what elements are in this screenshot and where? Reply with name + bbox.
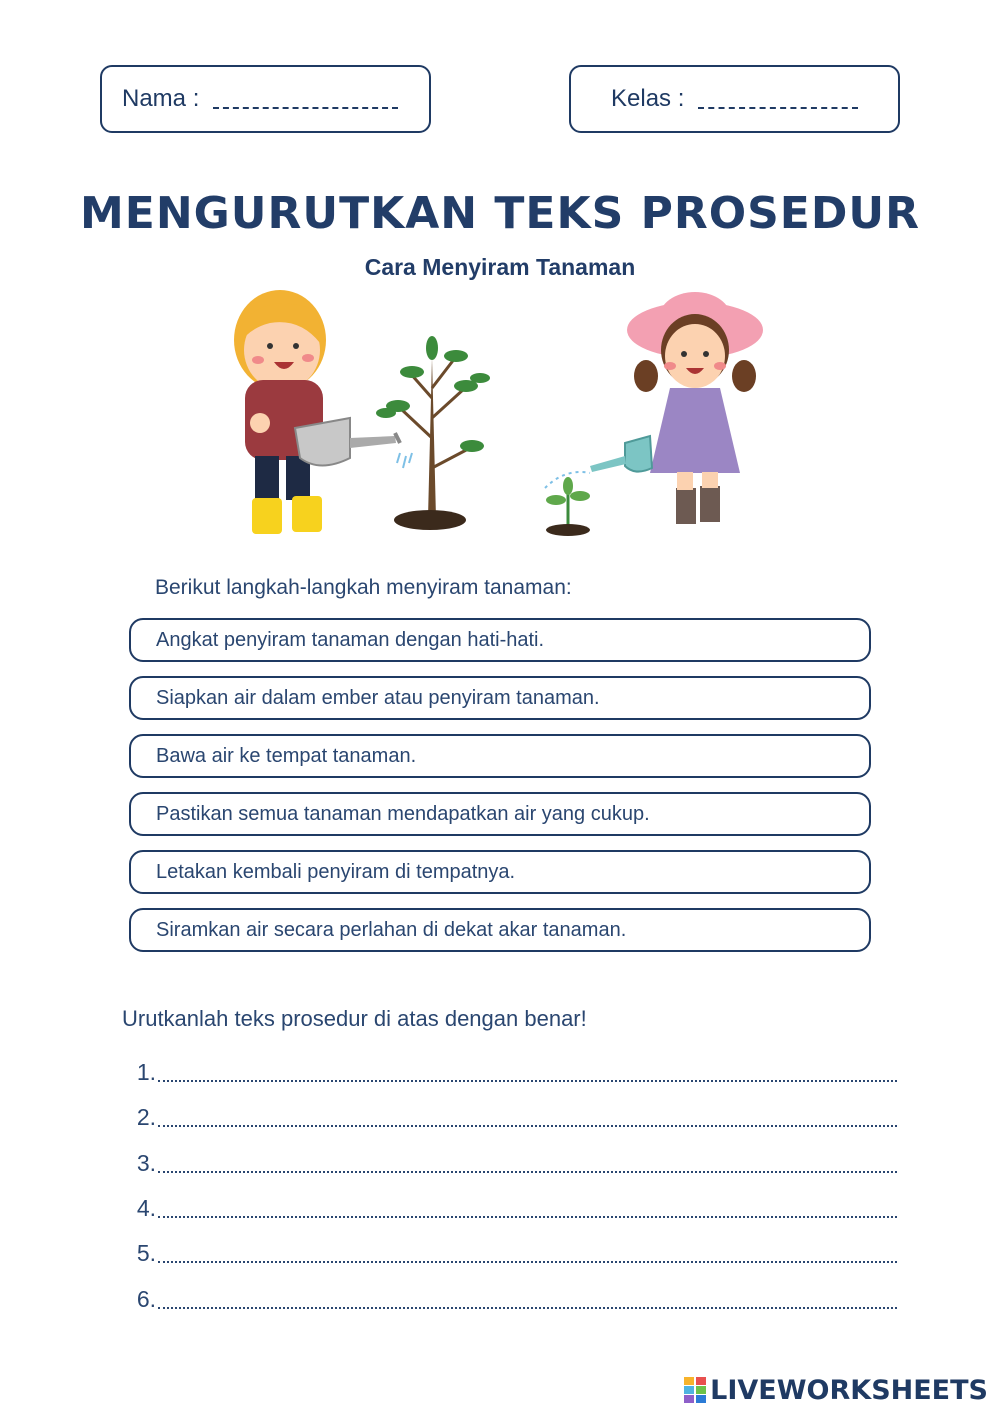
nama-label: Nama : <box>122 85 200 112</box>
nama-input-line[interactable] <box>213 97 398 109</box>
answer-number: 4. <box>136 1195 156 1221</box>
page-title: MENGURUTKAN TEKS PROSEDUR <box>79 188 920 239</box>
procedure-step[interactable]: Pastikan semua tanaman mendapatkan air yang cukup. <box>129 792 871 836</box>
girl-illustration <box>590 292 763 524</box>
instruction-text: Urutkanlah teks prosedur di atas dengan benar! <box>122 1006 587 1031</box>
answer-blank[interactable] <box>158 1215 897 1218</box>
watering-plants-illustration <box>200 288 800 538</box>
answer-blank[interactable] <box>158 1260 897 1263</box>
answer-row <box>122 1147 897 1177</box>
answer-row <box>122 1192 897 1222</box>
nama-field[interactable] <box>100 65 431 133</box>
kelas-field[interactable] <box>569 65 900 133</box>
answer-number: 6. <box>136 1286 156 1312</box>
procedure-step[interactable]: Bawa air ke tempat tanaman. <box>129 734 871 778</box>
answer-number: 2. <box>136 1104 156 1130</box>
procedure-step[interactable]: Letakan kembali penyiram di tempatnya. <box>129 850 871 894</box>
answer-row <box>122 1237 897 1267</box>
kelas-label: Kelas : <box>611 85 685 112</box>
page-subtitle: Cara Menyiram Tanaman <box>364 254 636 280</box>
answer-blank[interactable] <box>158 1079 897 1082</box>
answer-blank[interactable] <box>158 1306 897 1309</box>
procedure-step[interactable]: Angkat penyiram tanaman dengan hati-hati. <box>129 618 871 662</box>
answer-number: 3. <box>136 1150 156 1176</box>
liveworksheets-brand <box>684 1372 988 1408</box>
sprout-illustration <box>545 472 590 536</box>
procedure-step[interactable]: Siramkan air secara perlahan di dekat akar tanaman. <box>129 908 871 952</box>
answer-row <box>122 1283 897 1313</box>
tree-illustration <box>376 336 490 530</box>
kelas-input-line[interactable] <box>698 97 858 109</box>
answer-blank[interactable] <box>158 1124 897 1127</box>
brand-text: LIVEWORKSHEETS <box>710 1374 988 1406</box>
intro-text: Berikut langkah-langkah menyiram tanaman: <box>155 576 572 599</box>
answer-blank[interactable] <box>158 1170 897 1173</box>
liveworksheets-logo-icon <box>684 1377 706 1403</box>
answer-number: 5. <box>136 1240 156 1266</box>
answer-number: 1. <box>136 1059 156 1085</box>
answer-row <box>122 1101 897 1131</box>
answer-row <box>122 1056 897 1086</box>
procedure-step[interactable]: Siapkan air dalam ember atau penyiram tanaman. <box>129 676 871 720</box>
